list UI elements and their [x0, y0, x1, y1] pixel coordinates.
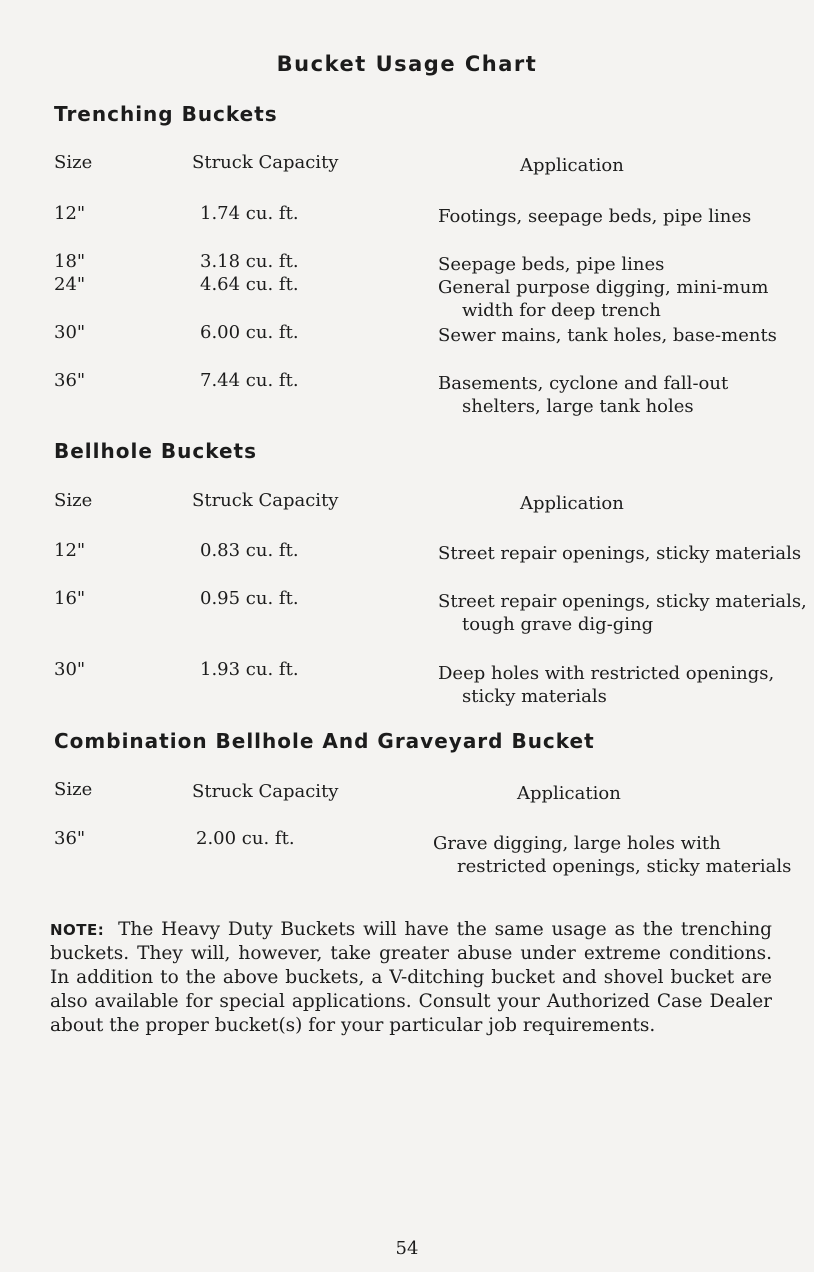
row-size: 24"	[54, 274, 86, 295]
column-header-application: Application	[517, 783, 621, 804]
column-header-capacity: Struck Capacity	[192, 781, 339, 802]
row-capacity: 2.00 cu. ft.	[196, 828, 295, 849]
row-capacity: 0.95 cu. ft.	[200, 588, 299, 609]
column-header-application: Application	[520, 493, 624, 514]
row-size: 12"	[54, 540, 86, 561]
row-application: Street repair openings, sticky materials	[438, 543, 802, 564]
row-application: Seepage beds, pipe lines	[438, 254, 665, 275]
row-size: 36"	[54, 370, 86, 391]
row-capacity: 1.74 cu. ft.	[200, 203, 299, 224]
row-capacity: 7.44 cu. ft.	[200, 370, 299, 391]
section-heading-combination: Combination Bellhole And Graveyard Bucket	[54, 729, 595, 753]
row-capacity: 6.00 cu. ft.	[200, 322, 299, 343]
note-text: The Heavy Duty Buckets will have the same usage as the trenching buckets. They will, however, take greater abuse under extreme conditions. In addition to the above buckets, a V-ditching bucket and shovel bucket are also available for special applications. Consult your Authorized Case Dealer about the proper bucket(s) for your particular job requirements.	[50, 919, 772, 1036]
column-header-capacity: Struck Capacity	[192, 490, 339, 511]
row-size: 30"	[54, 322, 86, 343]
row-size: 16"	[54, 588, 86, 609]
row-application: Basements, cyclone and fall-out shelters, large tank holes	[438, 373, 729, 417]
row-capacity: 3.18 cu. ft.	[200, 251, 299, 272]
row-size: 12"	[54, 203, 86, 224]
row-application: Footings, seepage beds, pipe lines	[438, 206, 752, 227]
row-application: Deep holes with restricted openings, sticky materials	[438, 663, 775, 707]
section-heading-bellhole: Bellhole Buckets	[54, 439, 258, 463]
note-paragraph	[50, 918, 772, 1038]
row-size: 30"	[54, 659, 86, 680]
row-capacity: 1.93 cu. ft.	[200, 659, 299, 680]
column-header-size: Size	[54, 779, 93, 800]
row-size: 18"	[54, 251, 86, 272]
page-number: 54	[395, 1238, 419, 1259]
column-header-size: Size	[54, 490, 93, 511]
column-header-application: Application	[520, 155, 624, 176]
row-application: Sewer mains, tank holes, base-ments	[438, 325, 777, 346]
page-title: Bucket Usage Chart	[276, 52, 538, 76]
row-size: 36"	[54, 828, 86, 849]
row-capacity: 0.83 cu. ft.	[200, 540, 299, 561]
note-label: NOTE:	[50, 921, 105, 939]
column-header-capacity: Struck Capacity	[192, 152, 339, 173]
section-heading-trenching: Trenching Buckets	[54, 102, 278, 126]
row-application: Grave digging, large holes with restricted openings, sticky materials	[433, 833, 792, 877]
column-header-size: Size	[54, 152, 93, 173]
row-application: Street repair openings, sticky materials, tough grave dig-ging	[438, 591, 807, 635]
row-capacity: 4.64 cu. ft.	[200, 274, 299, 295]
row-application: General purpose digging, mini-mum width for deep trench	[438, 277, 769, 321]
